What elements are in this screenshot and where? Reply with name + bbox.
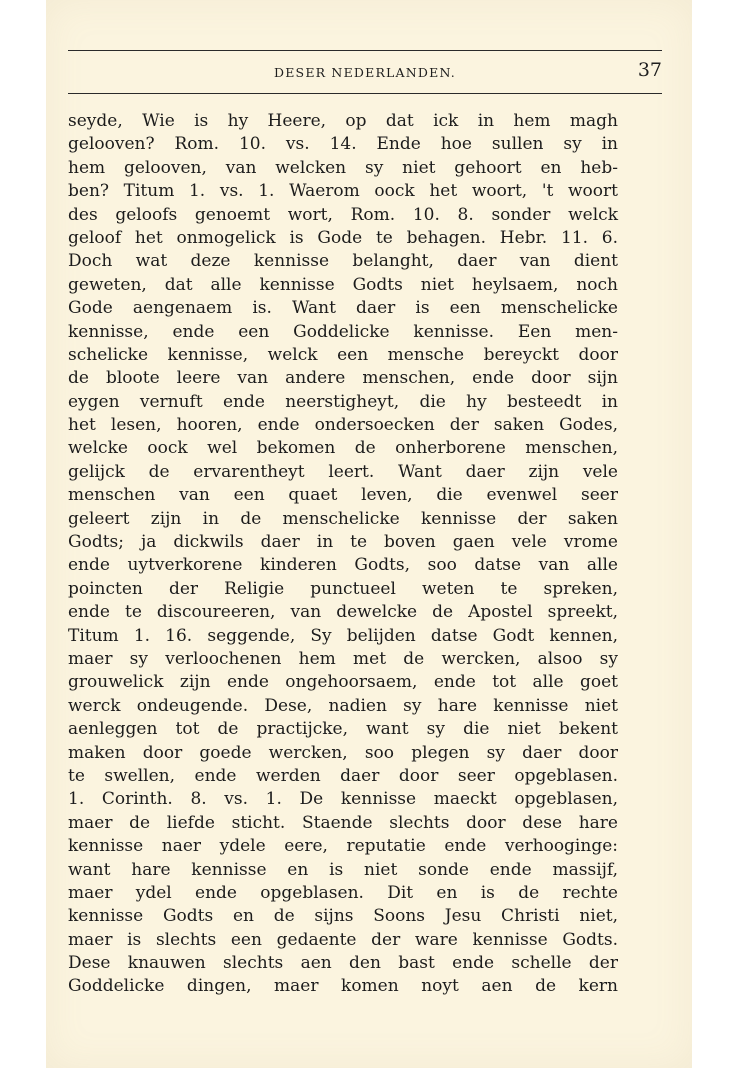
- text-line: geweten, dat alle kennisse Godts niet heylsaem, noch: [68, 274, 618, 295]
- text-line: des geloofs genoemt wort, Rom. 10. 8. sonder welck: [68, 204, 618, 225]
- text-line: eygen vernuft ende neerstigheyt, die hy besteedt in: [68, 391, 618, 412]
- header-rule-bottom: [68, 93, 662, 94]
- text-line: maer ydel ende opgeblasen. Dit en is de rechte: [68, 882, 618, 903]
- text-line: geloof het onmogelick is Gode te behagen. Hebr. 11. 6.: [68, 227, 618, 248]
- text-line: hem gelooven, van welcken sy niet gehoort en heb-: [68, 157, 618, 178]
- text-line: de bloote leere van andere menschen, ende door sijn: [68, 368, 618, 389]
- text-line: Dese knauwen slechts aen den bast ende schelle der: [68, 953, 618, 974]
- text-line: welcke oock wel bekomen de onherborene menschen,: [68, 438, 618, 459]
- page-header: [68, 59, 662, 85]
- text-line: maer de liefde sticht. Staende slechts door dese hare: [68, 812, 618, 833]
- text-line: maer is slechts een gedaente der ware kennisse Godts.: [68, 929, 618, 950]
- text-line: Godts; ja dickwils daer in te boven gaen vele vrome: [68, 532, 618, 553]
- text-line: Doch wat deze kennisse belanght, daer van dient: [68, 251, 618, 272]
- text-line: maken door goede wercken, soo plegen sy daer door: [68, 742, 618, 763]
- text-line: Goddelicke dingen, maer komen noyt aen de kern: [68, 976, 618, 997]
- text-line: schelicke kennisse, welck een mensche bereyckt door: [68, 344, 618, 365]
- text-line: maer sy verloochenen hem met de wercken, alsoo sy: [68, 648, 618, 669]
- header-rule-top: [68, 50, 662, 51]
- text-line: menschen van een quaet leven, die evenwel seer: [68, 485, 618, 506]
- book-page: [46, 0, 692, 1068]
- text-line: poincten der Religie punctueel weten te spreken,: [68, 578, 618, 599]
- text-line: ende te discoureeren, van dewelcke de Apostel spreekt,: [68, 602, 618, 623]
- text-line: Gode aengenaem is. Want daer is een menschelicke: [68, 298, 618, 319]
- text-line: aenleggen tot de practijcke, want sy die niet bekent: [68, 719, 618, 740]
- text-line: het lesen, hooren, ende ondersoecken der saken Godes,: [68, 415, 618, 436]
- text-line: 1. Corinth. 8. vs. 1. De kennisse maeckt opgeblasen,: [68, 789, 618, 810]
- running-head: DESER NEDERLANDEN.: [274, 65, 456, 80]
- text-line: gelooven? Rom. 10. vs. 14. Ende hoe sullen sy in: [68, 134, 618, 155]
- page-number: 37: [637, 59, 662, 81]
- text-line: want hare kennisse en is niet sonde ende massijf,: [68, 859, 618, 880]
- text-line: kennisse naer ydele eere, reputatie ende verhooginge:: [68, 836, 618, 857]
- text-line: ende uytverkorene kinderen Godts, soo datse van alle: [68, 555, 618, 576]
- body-text: [68, 110, 618, 999]
- text-line: grouwelick zijn ende ongehoorsaem, ende tot alle goet: [68, 672, 618, 693]
- text-line: kennisse, ende een Goddelicke kennisse. Een men-: [68, 321, 618, 342]
- text-line: werck ondeugende. Dese, nadien sy hare kennisse niet: [68, 695, 618, 716]
- text-line: kennisse Godts en de sijns Soons Jesu Christi niet,: [68, 906, 618, 927]
- text-line: ben? Titum 1. vs. 1. Waerom oock het woort, 't woort: [68, 181, 618, 202]
- text-line: Titum 1. 16. seggende, Sy belijden datse Godt kennen,: [68, 625, 618, 646]
- text-line: te swellen, ende werden daer door seer opgeblasen.: [68, 765, 618, 786]
- text-line: seyde, Wie is hy Heere, op dat ick in hem magh: [68, 111, 618, 131]
- text-line: gelijck de ervarentheyt leert. Want daer zijn vele: [68, 461, 618, 482]
- text-line: geleert zijn in de menschelicke kennisse der saken: [68, 508, 618, 529]
